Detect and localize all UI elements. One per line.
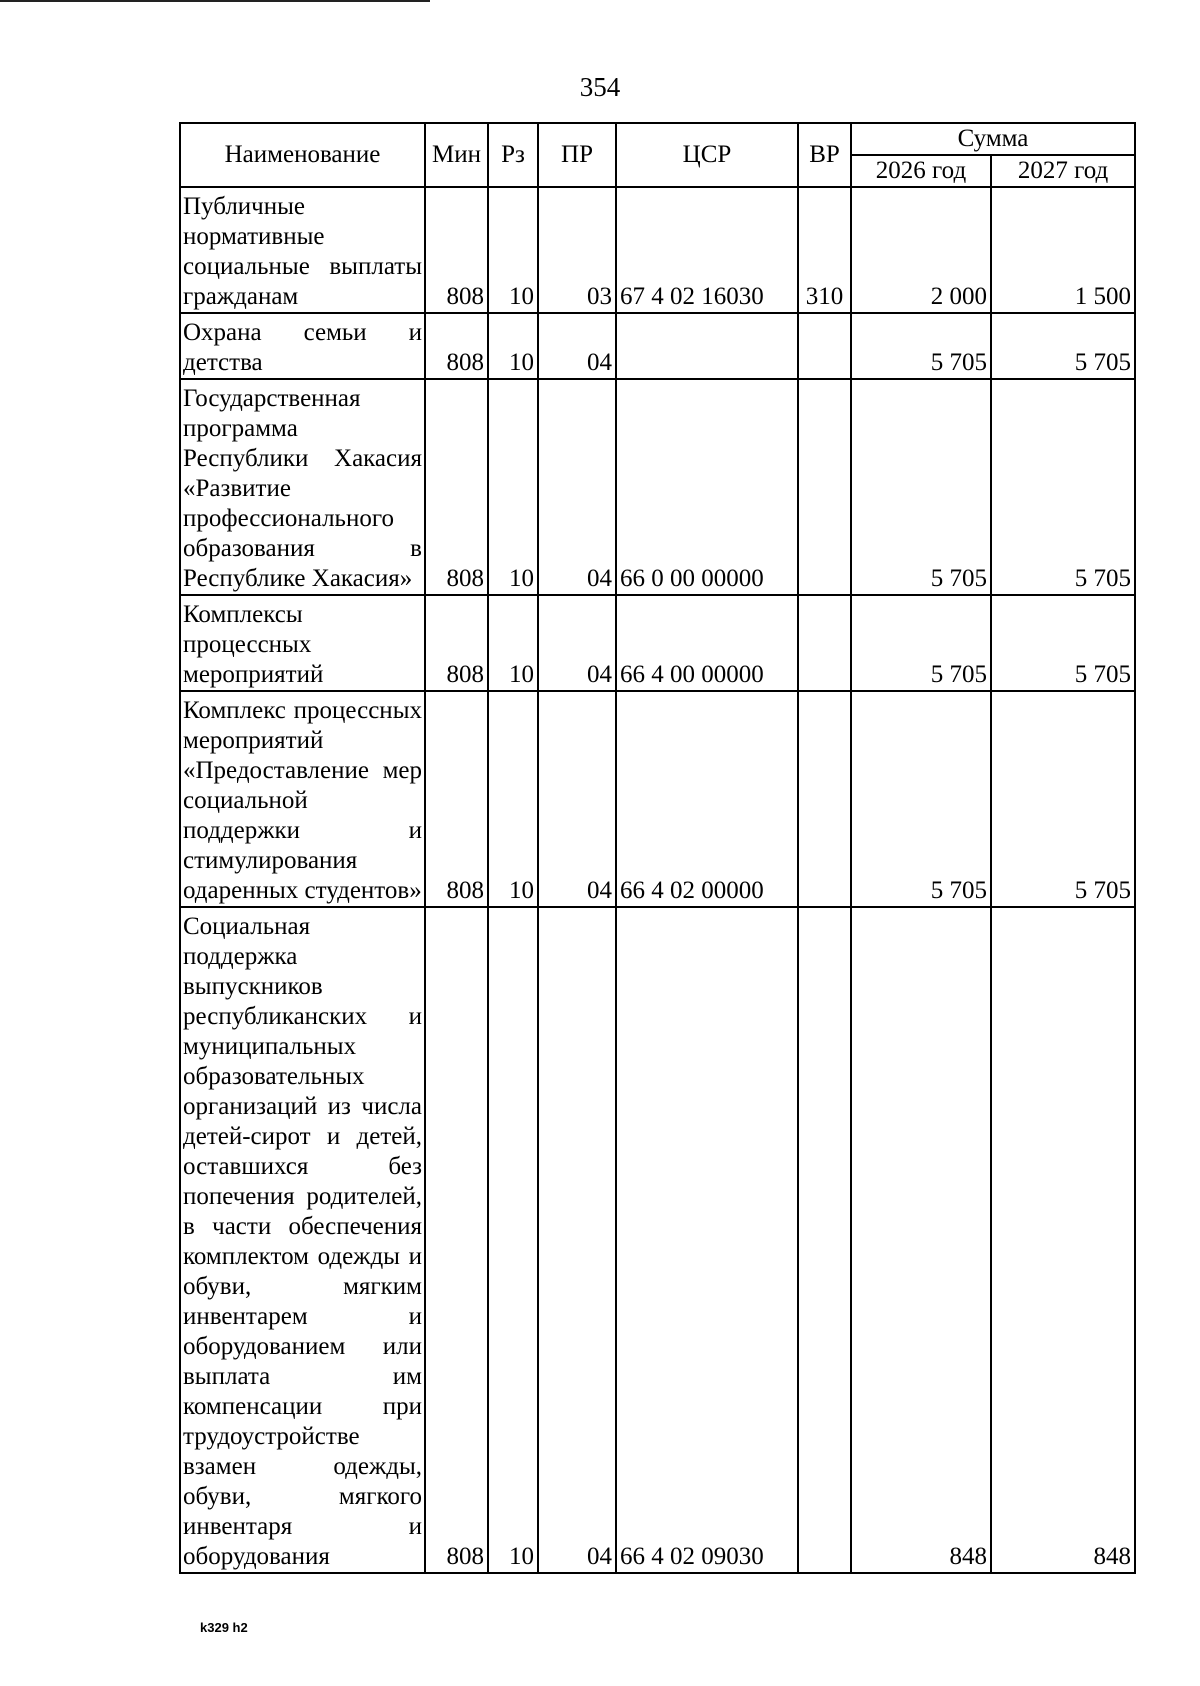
header-year-2026: 2026 год (851, 155, 991, 187)
row-rz: 10 (488, 187, 538, 313)
row-name: Комплексы процессных мероприятий (180, 595, 425, 691)
row-vr: 310 (798, 187, 851, 313)
row-min: 808 (425, 691, 488, 907)
row-sum-2027: 5 705 (991, 691, 1135, 907)
row-sum-2027: 5 705 (991, 379, 1135, 595)
table-row (180, 907, 1135, 1573)
row-pr: 04 (538, 379, 616, 595)
table-row (180, 595, 1135, 691)
header-vr: ВР (798, 123, 851, 187)
row-name: Комплекс процессных мероприятий «Предоставление мер социальной поддержки и стимулирования одаренных студентов» (180, 691, 425, 907)
row-rz: 10 (488, 691, 538, 907)
header-rz: Рз (488, 123, 538, 187)
row-name: Социальная поддержка выпускников республиканских и муниципальных образовательных организаций из числа детей-сирот и детей, оставшихся без попечения родителей, в части обеспечения комплектом одежды и обуви, мягким инвентарем и оборудованием или выплата им компенсации при трудоустройстве взамен одежды, обуви, мягкого инвентаря и оборудования (180, 907, 425, 1573)
row-pr: 04 (538, 691, 616, 907)
row-sum-2027: 5 705 (991, 313, 1135, 379)
header-sum: Сумма (851, 123, 1135, 155)
header-name: Наименование (180, 123, 425, 187)
row-name: Охрана семьи и детства (180, 313, 425, 379)
row-sum-2026: 848 (851, 907, 991, 1573)
row-name: Публичные нормативные социальные выплаты гражданам (180, 187, 425, 313)
row-min: 808 (425, 187, 488, 313)
row-csr: 66 4 00 00000 (616, 595, 798, 691)
row-sum-2026: 5 705 (851, 379, 991, 595)
row-sum-2026: 5 705 (851, 691, 991, 907)
row-rz: 10 (488, 595, 538, 691)
row-pr: 04 (538, 313, 616, 379)
row-pr: 04 (538, 907, 616, 1573)
table-row (180, 691, 1135, 907)
row-vr (798, 595, 851, 691)
row-sum-2026: 5 705 (851, 313, 991, 379)
row-name: Государственная программа Республики Хакасия «Развитие профессионального образования в Республике Хакасия» (180, 379, 425, 595)
row-min: 808 (425, 379, 488, 595)
table-row (180, 379, 1135, 595)
header-pr: ПР (538, 123, 616, 187)
row-csr: 66 4 02 09030 (616, 907, 798, 1573)
row-csr: 66 0 00 00000 (616, 379, 798, 595)
row-vr (798, 691, 851, 907)
row-min: 808 (425, 595, 488, 691)
row-min: 808 (425, 313, 488, 379)
footer-code: k329 h2 (200, 1620, 248, 1635)
row-sum-2026: 2 000 (851, 187, 991, 313)
row-csr: 66 4 02 00000 (616, 691, 798, 907)
row-sum-2027: 848 (991, 907, 1135, 1573)
row-vr (798, 379, 851, 595)
row-csr (616, 313, 798, 379)
table-row (180, 313, 1135, 379)
row-sum-2026: 5 705 (851, 595, 991, 691)
row-rz: 10 (488, 313, 538, 379)
row-pr: 03 (538, 187, 616, 313)
budget-table (179, 122, 1136, 1574)
row-vr (798, 907, 851, 1573)
row-rz: 10 (488, 379, 538, 595)
row-pr: 04 (538, 595, 616, 691)
row-sum-2027: 5 705 (991, 595, 1135, 691)
header-csr: ЦСР (616, 123, 798, 187)
row-min: 808 (425, 907, 488, 1573)
row-csr: 67 4 02 16030 (616, 187, 798, 313)
scan-top-line (0, 0, 430, 2)
row-vr (798, 313, 851, 379)
header-year-2027: 2027 год (991, 155, 1135, 187)
page-number: 354 (579, 72, 621, 102)
row-rz: 10 (488, 907, 538, 1573)
row-sum-2027: 1 500 (991, 187, 1135, 313)
table-row (180, 187, 1135, 313)
header-min: Мин (425, 123, 488, 187)
